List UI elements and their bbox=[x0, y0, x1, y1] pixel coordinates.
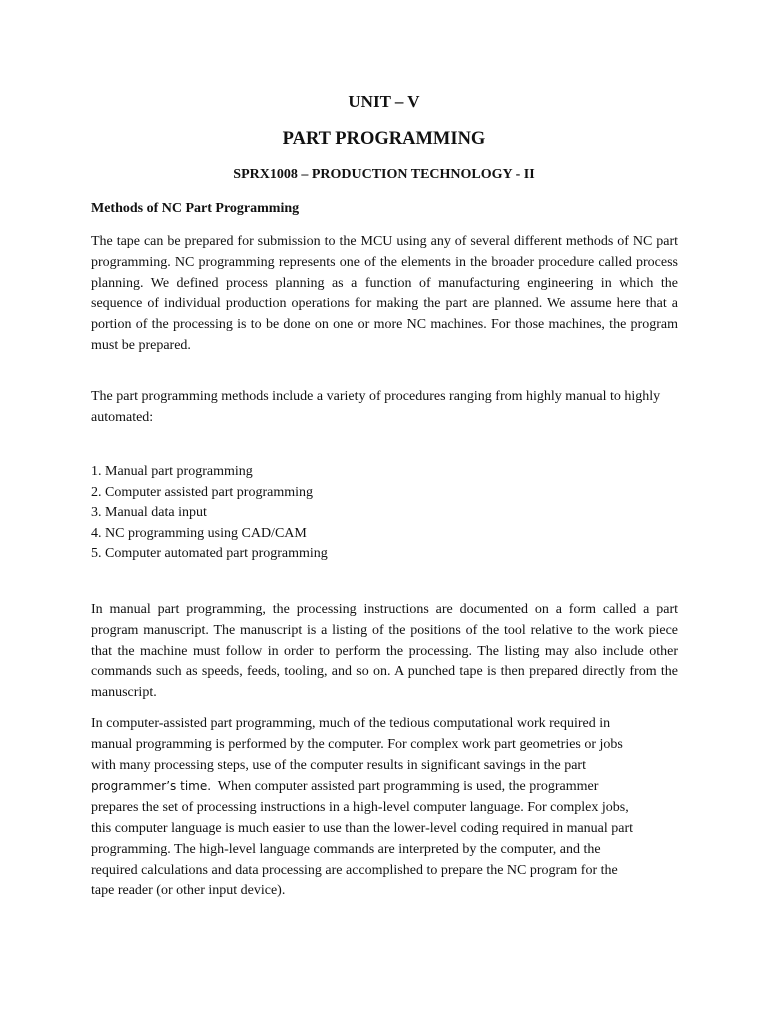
methods-list bbox=[91, 462, 328, 565]
list-item: 3. Manual data input bbox=[91, 505, 207, 521]
section-heading: Methods of NC Part Programming bbox=[91, 201, 300, 216]
methods-lead-paragraph: The part programming methods include a variety of procedures ranging from highly manual to highly automated: bbox=[91, 389, 661, 425]
manual-programming-paragraph: In manual part programming, the processing instructions are documented on a form called a part program manuscript. The manuscript is a listing of the positions of the tool relative to the work piece that the machine must follow in order to perform the processing. The listing may also include other commands such as speeds, feeds, tooling, and so on. A punched tape is then prepared directly from the manuscript. bbox=[91, 602, 678, 701]
paragraph-line: this computer language is much easier to use than the lower-level coding required in manual part bbox=[91, 820, 634, 836]
paragraph-line: with many processing steps, use of the computer results in significant savings in the part bbox=[91, 757, 586, 773]
paragraph-line bbox=[91, 776, 678, 798]
computer-assisted-paragraph bbox=[91, 714, 678, 902]
paragraph-line: prepares the set of processing instructions in a high-level computer language. For complex jobs, bbox=[91, 800, 629, 816]
paragraph-line: tape reader (or other input device). bbox=[91, 883, 286, 899]
list-item: 5. Computer automated part programming bbox=[91, 546, 328, 562]
list-item: 4. NC programming using CAD/CAM bbox=[91, 525, 307, 541]
paragraph-line: programming. The high-level language commands are interpreted by the computer, and the bbox=[91, 841, 601, 857]
paragraph-line: manual programming is performed by the computer. For complex work part geometries or jobs bbox=[91, 736, 623, 752]
unit-heading: UNIT – V bbox=[348, 92, 420, 111]
intro-paragraph: The tape can be prepared for submission to the MCU using any of several different methods of NC part programming. NC programming represents one of the elements in the broader procedure called process planning. We defined process planning as a function of manufacturing engineering in which the sequence of individual production operations for making the part are planned. We assume here that a portion of the processing is to be done on one or more NC machines. For those machines, the program must be prepared. bbox=[91, 234, 678, 353]
list-item: 2. Computer assisted part programming bbox=[91, 484, 314, 500]
paragraph-line: In computer-assisted part programming, much of the tedious computational work required in bbox=[91, 716, 611, 731]
list-item: 1. Manual part programming bbox=[91, 464, 253, 479]
inline-sans-text: programmer’s time. bbox=[91, 779, 212, 794]
paragraph-line: required calculations and data processing are accomplished to prepare the NC program for the bbox=[91, 862, 618, 878]
inline-text: When computer assisted part programming is used, the programmer bbox=[211, 779, 599, 795]
page-title: PART PROGRAMMING bbox=[282, 129, 486, 149]
course-subtitle: SPRX1008 – PRODUCTION TECHNOLOGY - II bbox=[233, 167, 535, 182]
